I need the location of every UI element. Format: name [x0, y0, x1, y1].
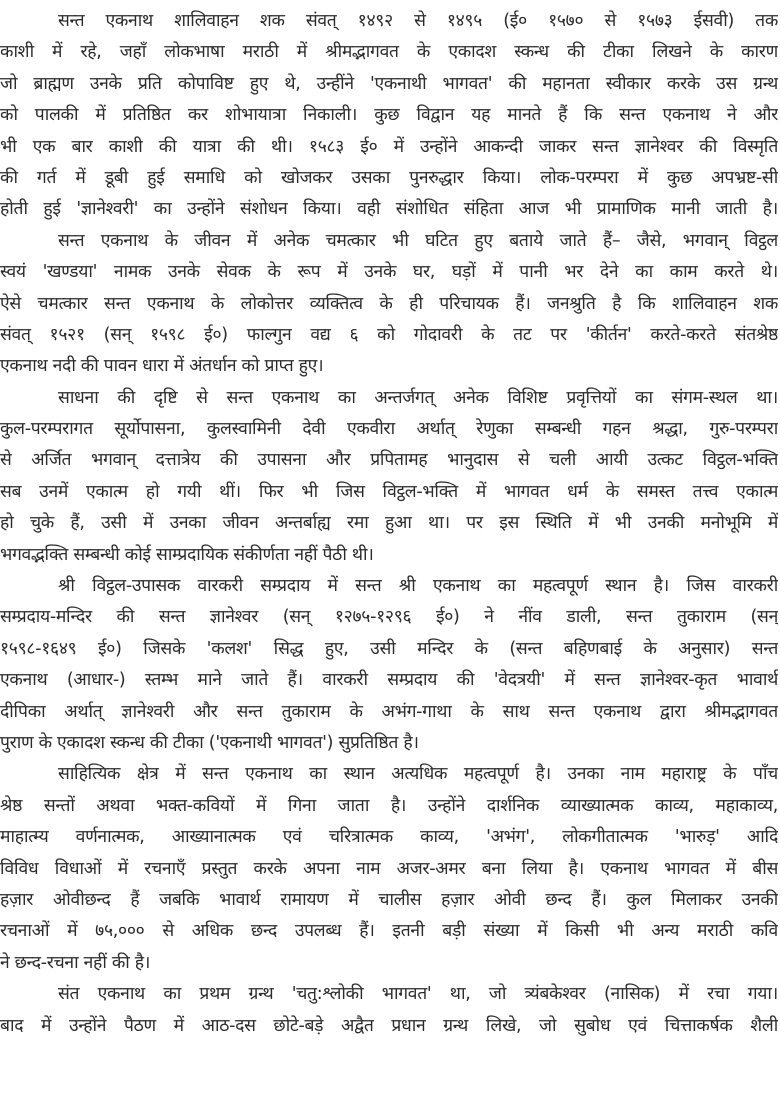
text-line: पुराण के एकादश स्कन्ध की टीका ('एकनाथी भागवत') सुप्रतिष्ठित है।: [0, 732, 419, 753]
text-line: ऐसे चमत्कार सन्त एकनाथ के लोकोत्तर व्यक्तित्व के ही परिचायक हैं। जनश्रुति है कि शालिवाहन शक: [0, 293, 778, 314]
text-line: को पालकी में प्रतिष्ठित कर शोभायात्रा निकाली। कुछ विद्वान यह मानते हैं कि सन्त एकनाथ ने और: [0, 105, 778, 126]
text-line: सन्त एकनाथ के जीवन में अनेक चमत्कार भी घटित हुए बताये जाते हैं– जैसे, भगवान् विट्ठल: [58, 230, 778, 251]
paragraph-5: [0, 759, 778, 979]
text-line: बाद में उन्होंने पैठण में आठ-दस छोटे-बड़े अद्वैत प्रधान ग्रन्थ लिखे, जो सुबोध एवं चित्ताकर्षक शैली: [0, 1015, 778, 1036]
text-line: एकनाथ (आधार-) स्तम्भ माने जाते हैं। वारकरी सम्प्रदाय की 'वेदत्रयी' में सन्त ज्ञानेश्वर-कृत भावार्थ: [0, 670, 778, 691]
paragraph-1: [0, 6, 778, 226]
text-line: श्रेष्ठ सन्तों अथवा भक्त-कवियों में गिना जाता है। उन्होंने दार्शनिक व्याख्यात्मक काव्य, महाकाव्य,: [0, 795, 778, 816]
text-line: माहात्म्य वर्णनात्मक, आख्यानात्मक एवं चरित्रात्मक काव्य, 'अभंग', लोकगीतात्मक 'भारुड़' आदि: [0, 827, 778, 848]
text-line: से अर्जित भगवान् दत्तात्रेय की उपासना और प्रपितामह भानुदास से चली आयी उत्कट विट्ठल-भक्ति: [0, 450, 778, 471]
text-line: साहित्यिक क्षेत्र में सन्त एकनाथ का स्थान अत्यधिक महत्वपूर्ण है। उनका नाम महाराष्ट्र के पाँच: [58, 764, 778, 785]
text-line: दीपिका अर्थात् ज्ञानेश्वरी और सन्त तुकाराम के अभंग-गाथा के साथ सन्त एकनाथ द्वारा श्रीमद्भागवत: [0, 701, 778, 722]
text-line: संत एकनाथ का प्रथम ग्रन्थ 'चतु:श्लोकी भागवत' था, जो त्र्यंबकेश्वर (नासिक) में रचा गया।: [58, 984, 778, 1005]
paragraph-6: [0, 979, 778, 1042]
text-line: की गर्त में डूबी हुई समाधि को खोजकर उसका पुनरुद्धार किया। लोक-परम्परा में कुछ अपभ्रष्ट-सी: [0, 167, 778, 188]
text-line: हज़ार ओवीछन्द हैं जबकि भावार्थ रामायण में चालीस हज़ार ओवी छन्द हैं। कुल मिलाकर उनकी: [0, 889, 778, 910]
text-line: सब उनमें एकात्म हो गयी थीं। फिर भी जिस विट्ठल-भक्ति में भागवत धर्म के समस्त तत्त्व एकात्म: [0, 481, 778, 502]
text-line: सन्त एकनाथ शालिवाहन शक संवत् १४९२ से १४९५ (ई० १५७० से १५७३ ईसवी) तक: [58, 11, 778, 31]
text-line: भगवद्भक्ति सम्बन्धी कोई साम्प्रदायिक संकीर्णता नहीं पैठी थी।: [0, 544, 374, 565]
text-line: १५९८-१६४९ ई०) जिसके 'कलश' सिद्ध हुए, उसी मन्दिर के (सन्त बहिणबाई के अनुसार) सन्त: [0, 638, 778, 659]
text-line: हो चुके हैं, उसी में उनका जीवन अन्तर्बाह्य रमा हुआ था। पर इस स्थिति में भी उनकी मनोभूमि में: [0, 513, 778, 534]
text-line: विविध विधाओं में रचनाएँ प्रस्तुत करके अपना नाम अजर-अमर बना लिया है। एकनाथ भागवत में बीस: [0, 858, 778, 879]
paragraph-3: [0, 383, 778, 571]
text-line: कुल-परम्परागत सूर्योपासना, कुलस्वामिनी देवी एकवीरा अर्थात् रेणुका सम्बन्धी गहन श्रद्धा, गुरु-परम्परा: [0, 419, 778, 440]
text-line: स्वयं 'खण्डया' नामक उनके सेवक के रूप में उनके घर, घड़ों में पानी भर देने का काम करते थे।: [0, 262, 778, 283]
text-line: एकनाथ नदी की पावन धारा में अंतर्धान को प्राप्त हुए।: [0, 356, 324, 377]
text-line: होती हुई 'ज्ञानेश्वरी' का उन्होंने संशोधन किया। वही संशोधित संहिता आज भी प्रामाणिक मानी जाती है।: [0, 199, 778, 220]
text-line: साधना की दृष्टि से सन्त एकनाथ का अन्तर्जगत् अनेक विशिष्ट प्रवृत्तियों का संगम-स्थल था।: [58, 387, 778, 408]
text-line: ने छन्द-रचना नहीं की है।: [0, 952, 151, 973]
text-line: श्री विट्ठल-उपासक वारकरी सम्प्रदाय में सन्त श्री एकनाथ का महत्वपूर्ण स्थान है। जिस वारकरी: [58, 576, 778, 597]
text-line: सम्प्रदाय-मन्दिर की सन्त ज्ञानेश्वर (सन् १२७५-१२९६ ई०) ने नींव डाली, सन्त तुकाराम (सन्: [0, 607, 778, 628]
text-line: भी एक बार काशी की यात्रा की थी। १५८३ ई० में उन्होंने आकन्दी जाकर सन्त ज्ञानेश्वर की विस्मृति: [0, 136, 778, 157]
paragraph-2: [0, 226, 778, 383]
text-line: संवत् १५२१ (सन् १५९८ ई०) फाल्गुन वद्य ६ को गोदावरी के तट पर 'कीर्तन' करते-करते संतश्रेष्ठ: [0, 324, 778, 345]
paragraph-4: [0, 571, 778, 759]
text-line: रचनाओं में ७५,००० से अधिक छन्द उपलब्ध हैं। इतनी बड़ी संख्या में किसी भी अन्य मराठी कवि: [0, 921, 778, 942]
text-line: जो ब्राह्मण उनके प्रति कोपाविष्ट हुए थे, उन्हींने 'एकनाथी भागवत' की महानता स्वीकार करके उस ग्रन्थ: [0, 73, 778, 94]
document-page: [0, 6, 778, 1042]
text-line: काशी में रहे, जहाँ लोकभाषा मराठी में श्रीमद्भागवत के एकादश स्कन्ध की टीका लिखने के कारण: [0, 42, 778, 63]
